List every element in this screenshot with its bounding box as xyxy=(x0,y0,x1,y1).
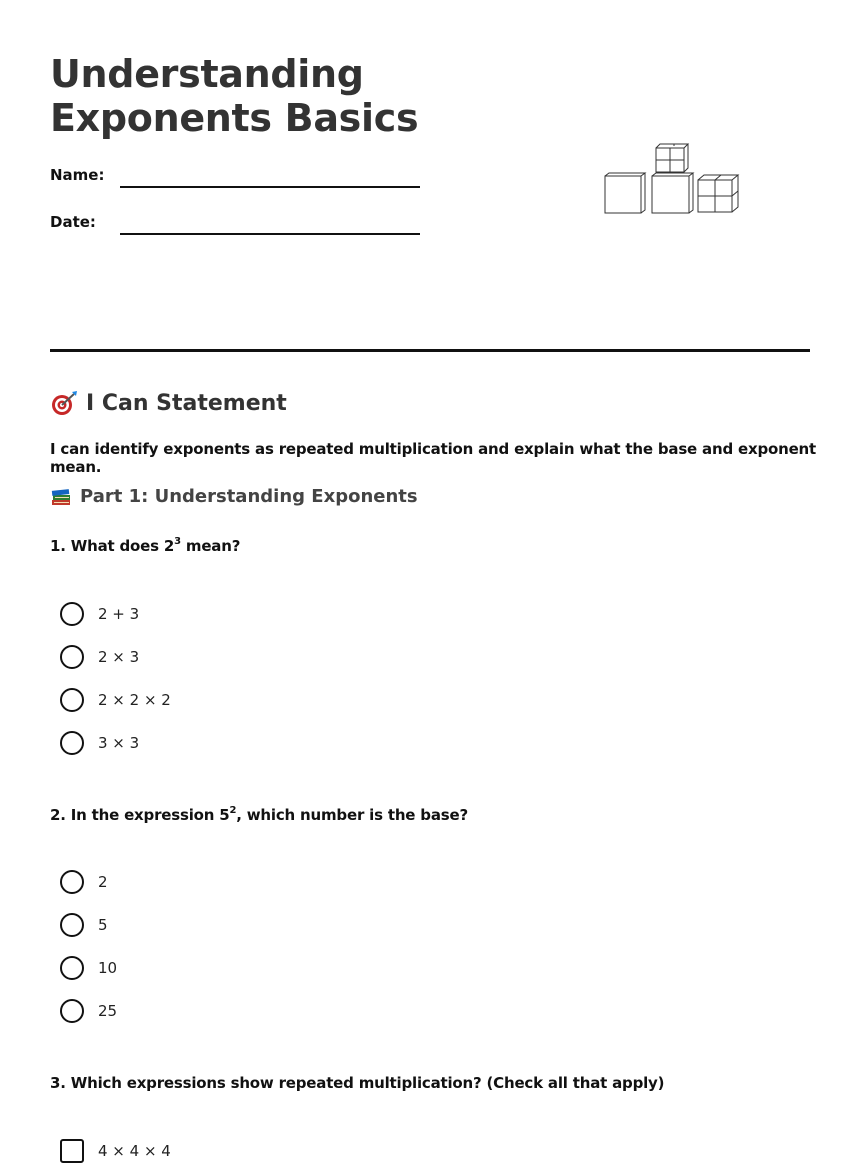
q2-option-1[interactable] xyxy=(60,869,108,895)
q2-option-2[interactable] xyxy=(60,912,108,938)
part1-heading xyxy=(50,486,418,507)
target-dart-icon xyxy=(50,390,78,416)
q1-option-3-label: 2 × 2 × 2 xyxy=(98,691,171,709)
radio-button[interactable] xyxy=(60,731,84,755)
name-field[interactable] xyxy=(120,186,420,188)
title-line-1: Understanding xyxy=(50,52,364,96)
q2-option-3[interactable] xyxy=(60,955,117,981)
q1-option-2[interactable] xyxy=(60,644,139,670)
date-field[interactable] xyxy=(120,233,420,235)
radio-button[interactable] xyxy=(60,870,84,894)
q1-option-2-label: 2 × 3 xyxy=(98,648,140,666)
title-line-2: Exponents Basics xyxy=(50,96,419,140)
section-divider xyxy=(50,349,810,352)
checkbox[interactable] xyxy=(60,1139,84,1163)
question-2-exponent: 2 xyxy=(229,805,237,816)
part1-heading-text: Part 1: Understanding Exponents xyxy=(80,486,418,507)
question-3: 3. Which expressions show repeated multiplication? (Check all that apply) xyxy=(50,1074,665,1092)
question-2-text: 2. In the expression 5 xyxy=(50,806,230,824)
q1-option-3[interactable] xyxy=(60,687,171,713)
question-2 xyxy=(50,806,468,824)
date-label: Date: xyxy=(50,213,96,231)
radio-button[interactable] xyxy=(60,688,84,712)
page-title xyxy=(50,52,418,140)
q2-option-2-label: 5 xyxy=(98,916,108,934)
q3-option-1[interactable] xyxy=(60,1138,171,1164)
i-can-heading xyxy=(50,390,287,416)
q1-option-4-label: 3 × 3 xyxy=(98,734,140,752)
q2-option-1-label: 2 xyxy=(98,873,108,891)
name-label: Name: xyxy=(50,166,105,184)
i-can-statement: I can identify exponents as repeated multiplication and explain what the base and exponent mean. xyxy=(50,440,817,476)
q1-option-1[interactable] xyxy=(60,601,139,627)
i-can-heading-text: I Can Statement xyxy=(86,390,287,416)
books-icon xyxy=(50,487,72,507)
q2-option-4[interactable] xyxy=(60,998,117,1024)
radio-button[interactable] xyxy=(60,999,84,1023)
q1-option-1-label: 2 + 3 xyxy=(98,605,140,623)
cubes-illustration xyxy=(600,138,745,223)
radio-button[interactable] xyxy=(60,913,84,937)
question-1-text-end: mean? xyxy=(180,537,241,555)
q2-option-4-label: 25 xyxy=(98,1002,118,1020)
question-2-text-end: , which number is the base? xyxy=(236,806,468,824)
q3-option-1-label: 4 × 4 × 4 xyxy=(98,1142,171,1160)
q2-option-3-label: 10 xyxy=(98,959,118,977)
question-1-text: 1. What does 2 xyxy=(50,537,175,555)
question-1 xyxy=(50,537,240,555)
question-1-exponent: 3 xyxy=(174,536,181,547)
q1-option-4[interactable] xyxy=(60,730,139,756)
radio-button[interactable] xyxy=(60,956,84,980)
radio-button[interactable] xyxy=(60,645,84,669)
radio-button[interactable] xyxy=(60,602,84,626)
